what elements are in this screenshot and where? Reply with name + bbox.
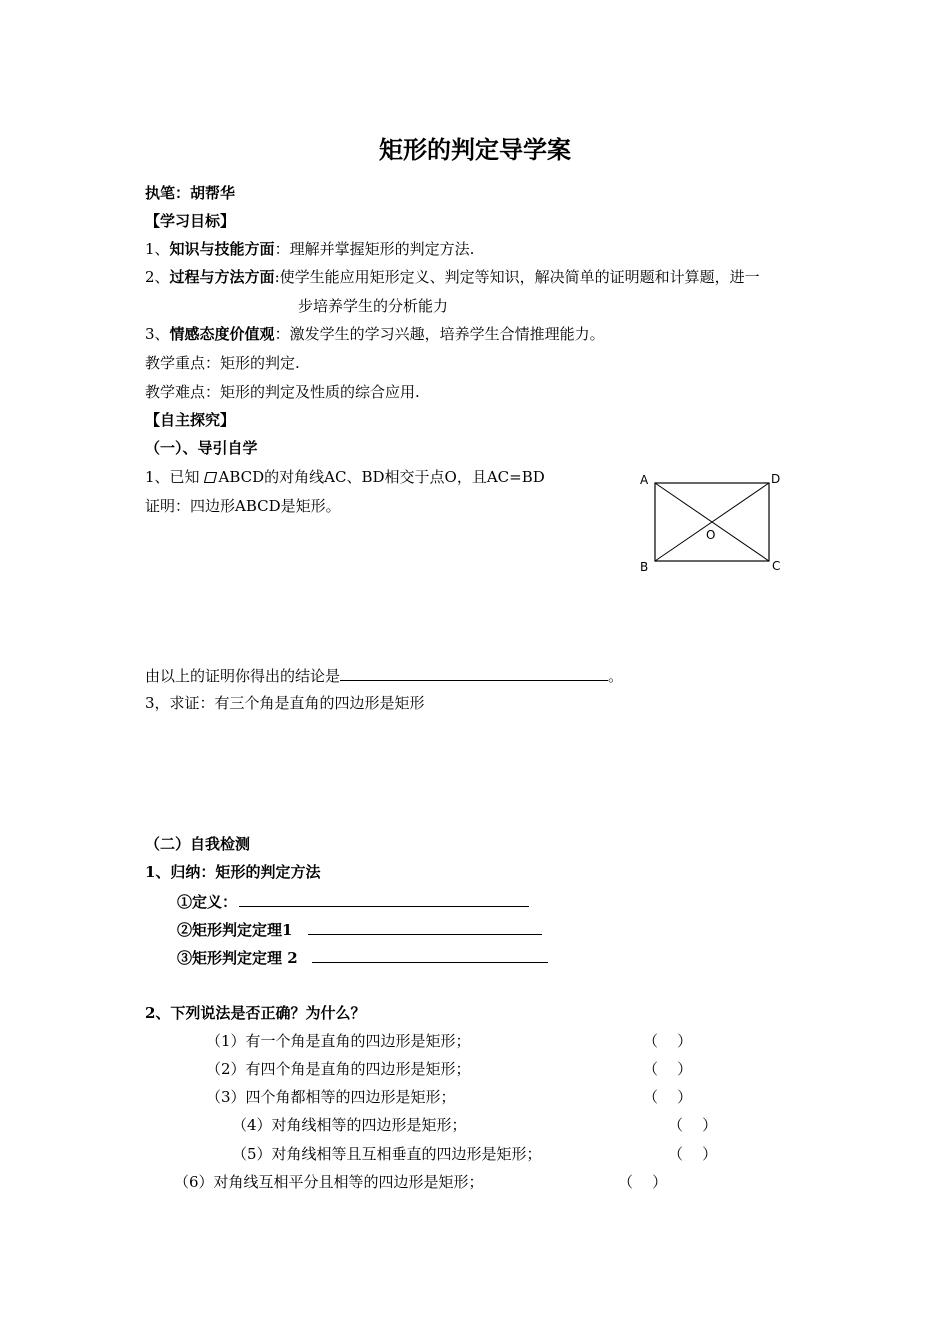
method-definition-label: ①定义： (177, 893, 238, 911)
page-title: 矩形的判定导学案 (379, 135, 571, 164)
statement-6: （6）对角线互相平分且相等的四边形是矩形； (174, 1173, 484, 1191)
question-1 (145, 467, 545, 487)
vertex-label-a: A (640, 473, 649, 487)
question-1-text: ABCD的对角线AC、BD相交于点O，且AC=BD (218, 468, 545, 486)
question-2-text: 2、下列说法是否正确？为什么？ (145, 1004, 366, 1022)
explore-heading: 【自主探究】 (145, 411, 236, 429)
objective-1-number: 1、 (145, 240, 170, 258)
statement-3: （3）四个角都相等的四边形是矩形； (206, 1088, 456, 1106)
teaching-difficulty: 教学难点：矩形的判定及性质的综合应用. (145, 383, 420, 401)
teaching-focus: 教学重点：矩形的判定. (145, 354, 300, 372)
answer-paren-5[interactable]: （ ） (668, 1145, 718, 1163)
center-label-o: O (706, 528, 716, 542)
conclusion-line (145, 665, 623, 686)
statement-1: （1）有一个角是直角的四边形是矩形； (206, 1032, 471, 1050)
guided-study-heading: （一）、导引自学 (145, 439, 258, 457)
question-1-prefix: 1、已知 (145, 468, 200, 486)
conclusion-blank[interactable] (340, 665, 608, 681)
method-theorem-1 (177, 919, 542, 940)
answer-paren-3[interactable]: （ ） (643, 1088, 693, 1106)
objective-3-number: 3、 (145, 325, 170, 343)
summary-heading: 1、归纳：矩形的判定方法 (145, 863, 321, 881)
author-line: 执笔：胡帮华 (145, 184, 236, 202)
question-2 (145, 1003, 365, 1023)
vertex-label-c: C (772, 559, 781, 573)
method-definition-blank[interactable] (239, 891, 529, 907)
objective-2-text: :使学生能应用矩形定义、判定等知识，解决简单的证明题和计算题，进一 (274, 268, 760, 286)
objective-3-label: 情感态度价值观 (169, 325, 275, 343)
objective-2-label: 过程与方法方面 (169, 268, 275, 286)
answer-paren-2[interactable]: （ ） (643, 1060, 693, 1078)
objective-1 (145, 239, 474, 259)
method-theorem-2-blank[interactable] (312, 947, 548, 963)
answer-paren-6[interactable]: （ ） (618, 1173, 668, 1191)
objective-1-label: 知识与技能方面 (169, 240, 275, 258)
parallelogram-icon (204, 472, 217, 483)
objectives-heading: 【学习目标】 (145, 212, 236, 230)
statement-5: （5）对角线相等且互相垂直的四边形是矩形； (232, 1145, 542, 1163)
question-1-prove: 证明：四边形ABCD是矩形。 (145, 497, 341, 515)
conclusion-suffix: 。 (608, 667, 624, 685)
method-definition (177, 891, 529, 912)
method-theorem-1-label: ②矩形判定定理1 (177, 921, 293, 939)
answer-paren-1[interactable]: （ ） (643, 1032, 693, 1050)
objective-3-text: ：激发学生的学习兴趣，培养学生合情推理能力。 (274, 325, 605, 343)
vertex-label-b: B (640, 560, 649, 574)
self-check-heading: （二）自我检测 (145, 835, 251, 853)
objective-2-continuation: 步培养学生的分析能力 (298, 297, 449, 315)
vertex-label-d: D (771, 472, 781, 486)
answer-paren-4[interactable]: （ ） (668, 1116, 718, 1134)
method-theorem-2 (177, 947, 548, 968)
conclusion-prefix: 由以上的证明你得出的结论是 (145, 667, 341, 685)
objective-2-number: 2、 (145, 268, 170, 286)
objective-3 (145, 324, 605, 344)
rectangle-diagram (632, 468, 792, 582)
question-3: 3，求证：有三个角是直角的四边形是矩形 (145, 694, 425, 712)
objective-2 (145, 267, 760, 287)
statement-4: （4）对角线相等的四边形是矩形； (232, 1116, 467, 1134)
method-theorem-2-label: ③矩形判定定理 2 (177, 949, 298, 967)
statement-2: （2）有四个角是直角的四边形是矩形； (206, 1060, 471, 1078)
method-theorem-1-blank[interactable] (308, 919, 542, 935)
objective-1-text: ：理解并掌握矩形的判定方法. (274, 240, 475, 258)
